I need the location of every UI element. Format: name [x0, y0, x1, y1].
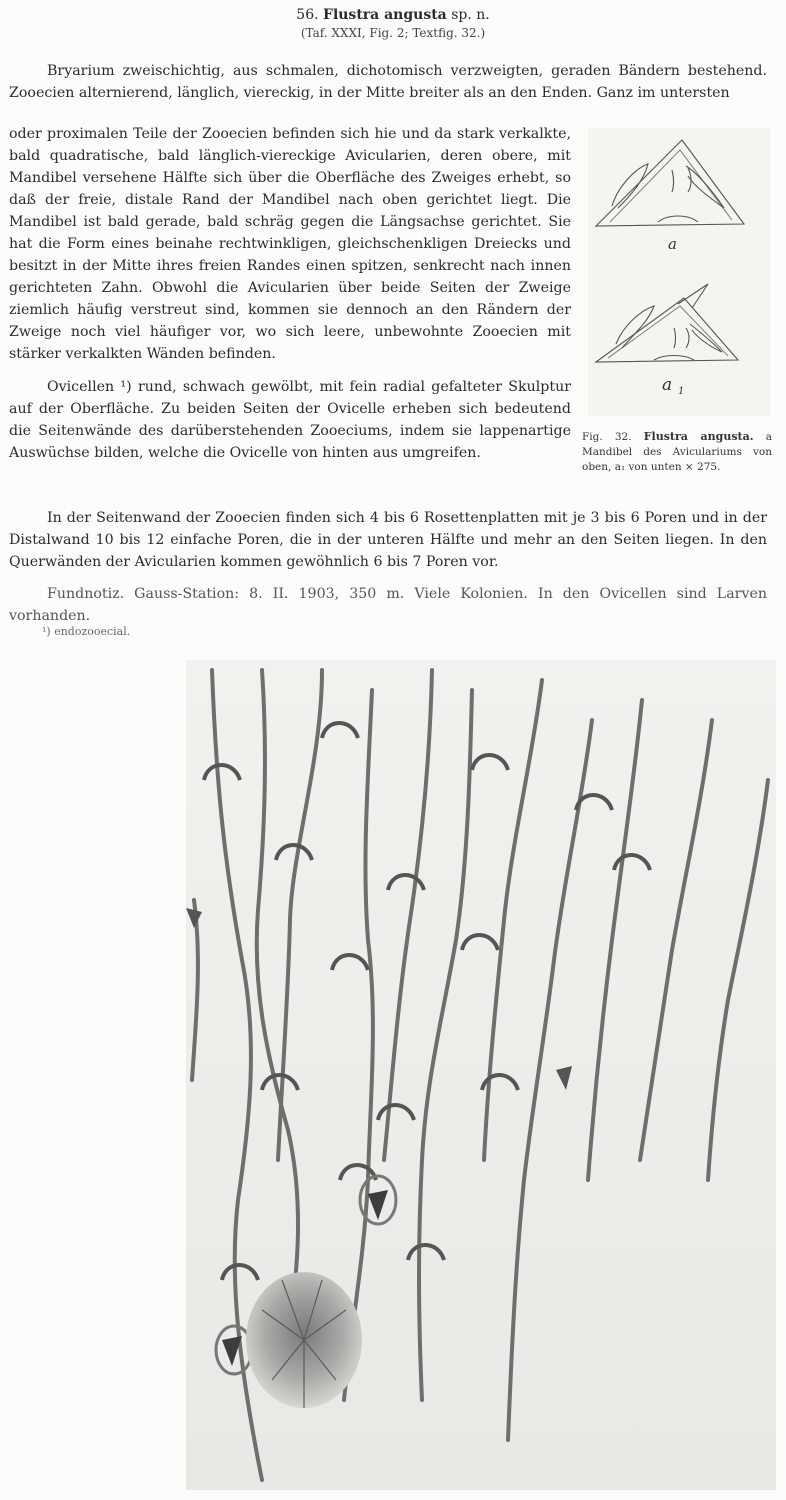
zooecia-drawing [172, 660, 782, 1490]
intro-paragraph [9, 60, 767, 104]
species-suffix: sp. n. [451, 7, 490, 23]
footnote: ¹) endozooecial. [42, 625, 131, 638]
avicularien-text: oder proximalen Teile der Zooecien befinden sich hie und da stark verkalkte, bald quadratische, bald länglich-viereckige Avicularien, deren obere, mit Mandibel versehene Hälfte sich über die Oberfläche des Zweiges erhebt, so daß der freie, distale Rand der Mandibel nach oben gerichtet liegt. Die Mandibel ist bald gerade, bald schräg gegen die Längsachse gerichtet. Sie hat die Form eines beinahe rechtwinkligen, gleichschenkligen Dreiecks und besitzt in der Mitte ihres freien Randes einen spitzen, senkrecht nach innen gerichteten Zahn. Obwohl die Avicularien über beide Seiten der Zweige ziemlich häufig verstreut sind, kommen sie dennoch an den Rändern der Zweige noch viel häufiger vor, wo sich leere, unbewohnte Zooecien mit stärker verkalkten Wänden befinden. [9, 126, 571, 362]
text-figure-32 [588, 128, 770, 416]
species-number: 56. [296, 7, 319, 23]
label-a1: a [662, 375, 673, 395]
species-name: Flustra angusta [323, 7, 447, 23]
ovicell-sculpture [246, 1272, 362, 1408]
species-heading [0, 6, 786, 42]
rosette-text: In der Seitenwand der Zooecien finden sich 4 bis 6 Rosettenplatten mit je 3 bis 6 Poren und in der Distalwand 10 bis 12 einfache Poren, die in der unteren Hälfte und mehr an den Seiten liegen. In den Querwänden der Avicularien kommen gewöhnlich 6 bis 7 Poren vor. [9, 510, 767, 570]
intro-text: Bryarium zweischichtig, aus schmalen, dichotomisch verzweigten, geraden Bändern bestehend. Zooecien alternierend, länglich, viereckig, in der Mitte breiter als an den Enden. Ganz im untersten [9, 63, 767, 101]
label-a1-subscript: 1 [678, 386, 685, 397]
colony-plate-illustration [172, 660, 782, 1490]
ovicellen-text: Ovicellen ¹) rund, schwach gewölbt, mit fein radial gefalteter Skulptur auf der Oberfläche. Zu beiden Seiten der Ovicelle erheben sich bedeutend die Seitenwände des darüberstehenden Zooeciums, indem sie lappenartige Auswüchse bilden, welche die Ovicelle von hinten aus umgreifen. [9, 379, 571, 461]
mandible-a-drawing [596, 140, 744, 226]
caption-text: a Mandibel des Aviculariums von oben, a₁ von unten × 275. [582, 431, 773, 473]
label-a: a [668, 235, 677, 253]
fundnotiz-paragraph [9, 583, 767, 627]
plate-reference: (Taf. XXXI, Fig. 2; Textfig. 32.) [300, 26, 486, 40]
caption-number: Fig. 32. [582, 431, 632, 443]
ovicellen-paragraph [9, 376, 571, 464]
figure-caption [582, 429, 772, 475]
mandible-drawings [588, 128, 770, 416]
mandible-a1-drawing [596, 284, 738, 362]
fundnotiz-text: Fundnotiz. Gauss-Station: 8. II. 1903, 350 m. Viele Kolonien. In den Ovicellen sind Larven vorhanden. [9, 586, 767, 624]
species-title [0, 6, 786, 24]
caption-species: Flustra angusta. [643, 430, 754, 443]
avicularien-paragraph [9, 123, 571, 365]
rosette-paragraph [9, 507, 767, 573]
